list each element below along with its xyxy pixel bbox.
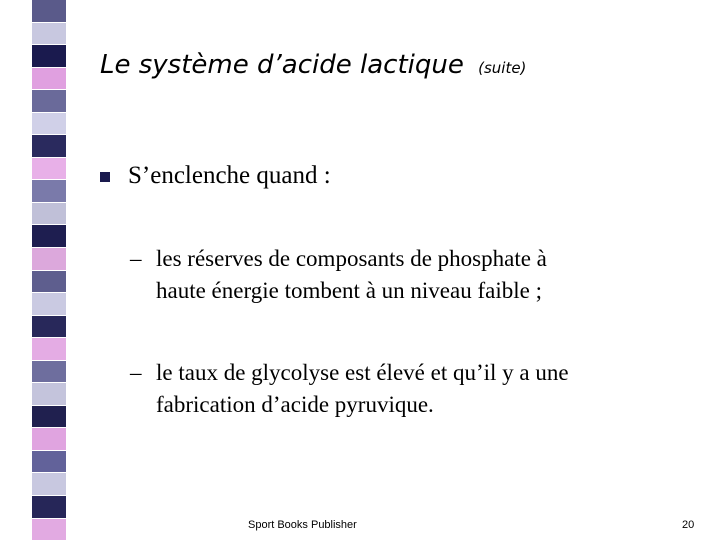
dash-icon: – <box>130 246 142 271</box>
sub-bullet-2 <box>130 357 670 421</box>
stripe-segment <box>32 270 66 293</box>
stripe-segment <box>32 382 66 405</box>
stripe-segment <box>32 472 66 495</box>
stripe-segment <box>32 224 66 247</box>
main-bullet <box>100 162 331 190</box>
stripe-segment <box>32 360 66 383</box>
sub-bullet-2-line1: le taux de glycolyse est élevé et qu’il y a une <box>156 360 569 385</box>
stripe-segment <box>32 315 66 338</box>
stripe-segment <box>32 518 66 540</box>
square-bullet-icon <box>100 172 110 182</box>
title-subtitle: (suite) <box>478 59 527 77</box>
stripe-segment <box>32 337 66 360</box>
page-number: 20 <box>682 519 695 531</box>
sub-bullet-2-line2: fabrication d’acide pyruvique. <box>156 392 434 417</box>
stripe-segment <box>32 0 66 22</box>
stripe-segment <box>32 495 66 518</box>
sub-bullet-1 <box>130 243 670 307</box>
stripe-segment <box>32 44 66 67</box>
dash-icon: – <box>130 360 142 385</box>
stripe-segment <box>32 89 66 112</box>
stripe-segment <box>32 157 66 180</box>
title-text: Le système d’acide lactique <box>100 50 464 80</box>
stripe-segment <box>32 202 66 225</box>
decorative-stripe-bar <box>32 0 66 540</box>
stripe-segment <box>32 179 66 202</box>
footer-publisher: Sport Books Publisher <box>248 519 357 531</box>
stripe-segment <box>32 292 66 315</box>
stripe-segment <box>32 67 66 90</box>
stripe-segment <box>32 405 66 428</box>
stripe-segment <box>32 134 66 157</box>
stripe-segment <box>32 247 66 270</box>
main-bullet-text: S’enclenche quand : <box>128 162 331 189</box>
sub-bullet-1-line2: haute énergie tombent à un niveau faible ; <box>156 278 542 303</box>
slide-title <box>100 50 526 80</box>
stripe-segment <box>32 22 66 45</box>
sub-bullet-1-line1: les réserves de composants de phosphate à <box>156 246 547 271</box>
stripe-segment <box>32 450 66 473</box>
stripe-segment <box>32 112 66 135</box>
stripe-segment <box>32 427 66 450</box>
